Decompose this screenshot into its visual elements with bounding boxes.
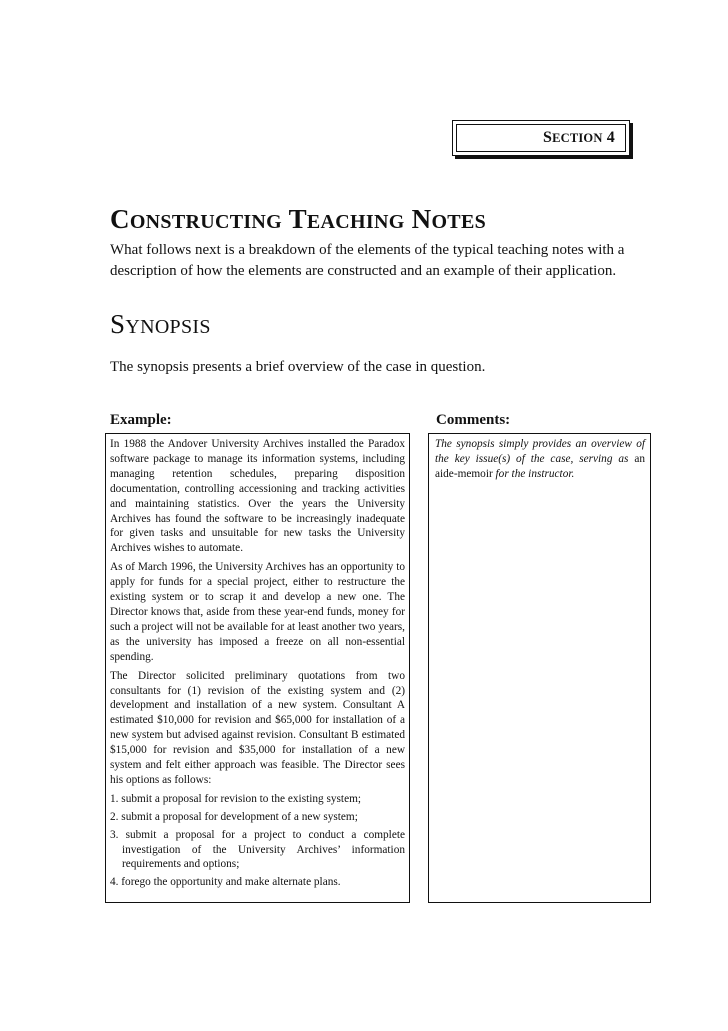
example-option-3: 3. submit a proposal for a project to conduct a complete investigation of the University Archives’ information requirements and options; (110, 828, 405, 871)
example-paragraph-1: In 1988 the Andover University Archives installed the Paradox software package to manage its information systems, including managing retention schedules, preparing disposition documentation, controlling accessioning and tracking activities and maintaining statistics. Over the years the University Archives has found the software to be increasingly inadequate for given tasks and unsuitable for new tasks the University Archives wishes to automate. (110, 438, 405, 555)
section-label: SECTION 4 (542, 129, 615, 146)
example-option-1: 1. submit a proposal for revision to the existing system; (110, 792, 362, 805)
synopsis-heading: SYNOPSIS (110, 309, 211, 339)
comment-text-italic-2: for the instructor. (495, 468, 575, 480)
example-paragraph-3: The Director solicited preliminary quotations from two consultants for (1) revision of the existing system and (2) development and installation of a new system. Consultant A estimated $10,000 for revision and $65,000 for installation of a new system but advised against revision. Consultant B estimated $15,000 for revision and $35,000 for installation of a new system and felt either approach was feasible. The Director sees his options as follows: (110, 669, 405, 786)
comments-box (428, 433, 651, 903)
example-option-2: 2. submit a proposal for development of a new system; (110, 810, 358, 823)
example-option-4: 4. forego the opportunity and make alternate plans. (110, 876, 341, 889)
comments-label: Comments: (436, 412, 511, 428)
example-label: Example: (110, 412, 172, 428)
synopsis-text: The synopsis presents a brief overview of the case in question. (110, 359, 486, 375)
example-box (105, 433, 410, 903)
page-title: CONSTRUCTING TEACHING NOTES (110, 204, 487, 234)
example-paragraph-2: As of March 1996, the University Archives has an opportunity to apply for funds for a special project, either to restructure the existing system or to scrap it and develop a new one. The Director knows that, aside from these year-end funds, money for such a project will not be available for at least another two years, as the university has imposed a freeze on all non-essential spending. (110, 561, 405, 663)
comment-text-italic-1: The synopsis simply provides an overview of the key issue(s) of the case, serving as (435, 438, 645, 465)
intro-paragraph: What follows next is a breakdown of the elements of the typical teaching notes with a description of how the elements are constructed and an example of their application. (110, 242, 625, 279)
comment-text-roman: an aide-memoir (435, 453, 645, 480)
section-label-box (452, 120, 630, 156)
